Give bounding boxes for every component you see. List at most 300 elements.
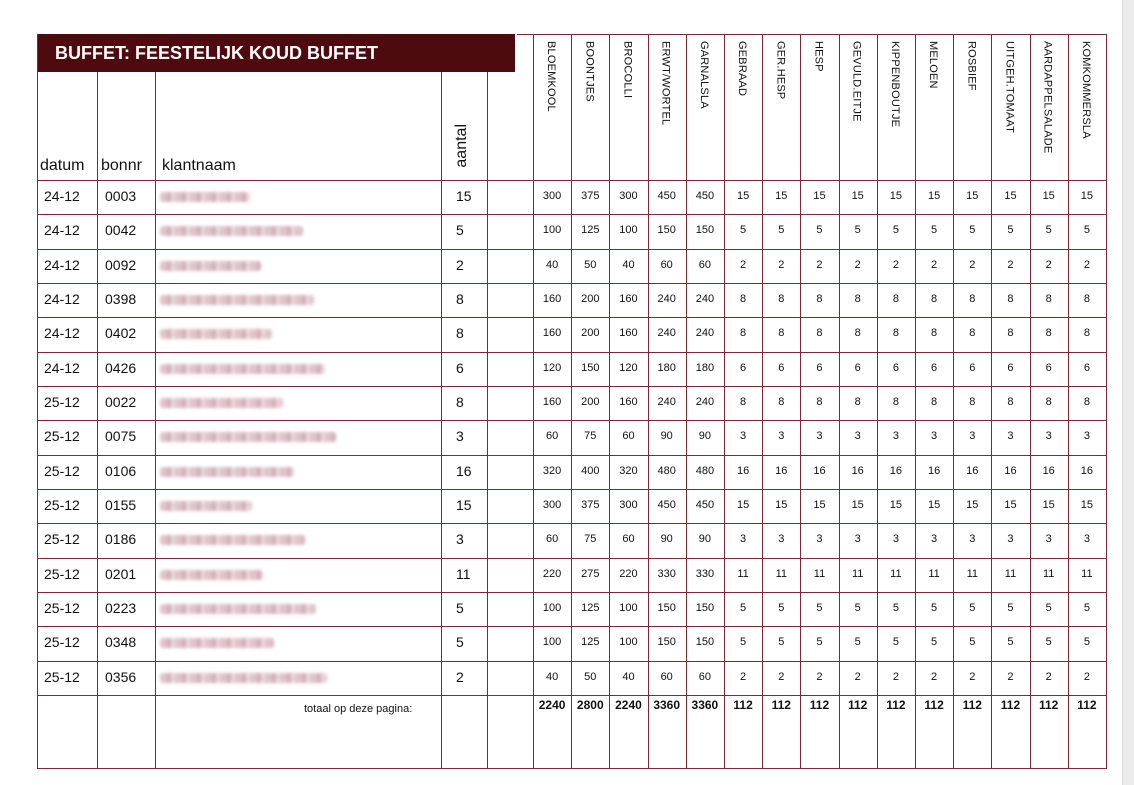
aantal-cell: 15 — [456, 188, 472, 205]
quantity-cell: 150 — [695, 224, 715, 237]
quantity-cell: 11 — [737, 567, 749, 580]
quantity-cell: 8 — [931, 293, 938, 306]
quantity-cell: 8 — [1083, 293, 1090, 306]
quantity-cell: 200 — [581, 396, 600, 409]
datum-cell: 24-12 — [44, 222, 80, 239]
bonnr-cell: 0201 — [105, 565, 137, 582]
item-header: ERWT/WORTEL — [659, 41, 672, 126]
quantity-cell: 375 — [581, 499, 600, 512]
quantity-cell: 5 — [1007, 636, 1014, 649]
quantity-cell: 15 — [1042, 190, 1055, 203]
datum-cell: 25-12 — [44, 600, 80, 617]
quantity-cell: 300 — [542, 499, 562, 512]
quantity-cell: 16 — [889, 464, 903, 477]
quantity-cell: 450 — [695, 499, 715, 512]
quantity-cell: 8 — [740, 327, 747, 340]
quantity-cell: 60 — [698, 670, 712, 683]
quantity-cell: 15 — [813, 499, 826, 512]
quantity-cell: 15 — [889, 499, 903, 512]
quantity-cell: 8 — [969, 293, 976, 306]
quantity-cell: 100 — [542, 224, 562, 237]
redacted-name — [160, 398, 283, 408]
quantity-cell: 2 — [854, 670, 861, 683]
aantal-cell: 8 — [456, 291, 464, 308]
quantity-cell: 15 — [775, 499, 788, 512]
quantity-cell: 2 — [931, 670, 938, 683]
quantity-cell: 240 — [657, 327, 676, 340]
quantity-cell: 330 — [695, 567, 715, 580]
total-cell: 112 — [1039, 697, 1059, 712]
datum-cell: 25-12 — [44, 462, 80, 479]
quantity-cell: 2 — [969, 258, 976, 271]
bonnr-cell: 0356 — [105, 668, 137, 685]
quantity-cell: 3 — [778, 430, 785, 443]
quantity-cell: 125 — [581, 224, 600, 237]
datum-cell: 24-12 — [44, 188, 80, 205]
bonnr-cell: 0426 — [105, 359, 137, 376]
quantity-cell: 8 — [931, 327, 938, 340]
quantity-cell: 3 — [892, 533, 899, 546]
quantity-cell: 240 — [657, 396, 676, 409]
item-header: BROCOLLI — [621, 41, 634, 99]
quantity-cell: 8 — [969, 396, 976, 409]
quantity-cell: 75 — [584, 430, 597, 443]
quantity-cell: 5 — [740, 224, 747, 237]
quantity-cell: 2 — [1083, 258, 1090, 271]
redacted-name — [160, 535, 305, 545]
quantity-cell: 3 — [892, 430, 899, 443]
quantity-cell: 8 — [816, 293, 823, 306]
total-cell: 112 — [809, 697, 830, 712]
quantity-cell: 8 — [778, 327, 785, 340]
quantity-cell: 90 — [698, 533, 712, 546]
bonnr-cell: 0402 — [105, 325, 137, 342]
total-cell: 112 — [733, 697, 753, 712]
quantity-cell: 60 — [660, 258, 673, 271]
quantity-cell: 160 — [542, 293, 562, 306]
quantity-cell: 5 — [816, 224, 823, 237]
datum-cell: 25-12 — [44, 428, 80, 445]
column-header-aantal: aantal — [453, 124, 470, 168]
quantity-cell: 3 — [1083, 533, 1090, 546]
quantity-cell: 2 — [1007, 258, 1014, 271]
quantity-cell: 5 — [854, 636, 861, 649]
quantity-cell: 11 — [851, 567, 864, 580]
quantity-cell: 2 — [854, 258, 861, 271]
quantity-cell: 16 — [966, 464, 979, 477]
quantity-cell: 320 — [619, 464, 638, 477]
quantity-cell: 8 — [778, 293, 785, 306]
column-header-klantnaam: klantnaam — [162, 157, 236, 174]
aantal-cell: 3 — [456, 428, 464, 445]
quantity-cell: 90 — [698, 430, 712, 443]
quantity-cell: 40 — [622, 670, 635, 683]
quantity-cell: 2 — [969, 670, 976, 683]
row-rule — [37, 626, 1106, 627]
quantity-cell: 300 — [542, 190, 562, 203]
quantity-cell: 5 — [1045, 636, 1052, 649]
row-rule — [37, 352, 1106, 353]
quantity-cell: 150 — [695, 636, 715, 649]
quantity-cell: 11 — [775, 567, 787, 580]
quantity-cell: 240 — [657, 293, 676, 306]
quantity-cell: 160 — [542, 327, 562, 340]
quantity-cell: 6 — [1045, 361, 1052, 374]
quantity-cell: 8 — [1083, 327, 1090, 340]
quantity-cell: 5 — [1007, 602, 1014, 615]
quantity-cell: 2 — [778, 670, 785, 683]
datum-cell: 25-12 — [44, 565, 80, 582]
aantal-cell: 5 — [456, 600, 464, 617]
redacted-name — [160, 329, 272, 339]
redacted-name — [160, 638, 274, 648]
quantity-cell: 90 — [660, 430, 673, 443]
quantity-cell: 3 — [816, 533, 823, 546]
quantity-cell: 150 — [657, 636, 676, 649]
quantity-cell: 5 — [778, 602, 785, 615]
quantity-cell: 300 — [619, 499, 638, 512]
quantity-cell: 3 — [1045, 430, 1052, 443]
quantity-cell: 8 — [892, 396, 899, 409]
quantity-cell: 75 — [584, 533, 597, 546]
quantity-cell: 6 — [892, 361, 899, 374]
bonnr-cell: 0398 — [105, 291, 137, 308]
quantity-cell: 5 — [1045, 224, 1052, 237]
quantity-cell: 15 — [1004, 190, 1017, 203]
quantity-cell: 11 — [1081, 567, 1093, 580]
table-border-right — [1106, 34, 1107, 768]
quantity-cell: 15 — [1080, 190, 1094, 203]
column-header-datum: datum — [40, 157, 85, 174]
quantity-cell: 15 — [927, 499, 941, 512]
quantity-cell: 3 — [1083, 430, 1090, 443]
quantity-cell: 6 — [816, 361, 823, 374]
quantity-cell: 2 — [778, 258, 785, 271]
item-header: UITGEH.TOMAAT — [1003, 41, 1016, 134]
quantity-cell: 15 — [851, 499, 864, 512]
quantity-cell: 2 — [892, 258, 899, 271]
aantal-cell: 6 — [456, 359, 464, 376]
aantal-cell: 16 — [456, 462, 472, 479]
item-header: GEVULD.EITJE — [850, 41, 863, 122]
aantal-cell: 8 — [456, 394, 464, 411]
quantity-cell: 5 — [931, 636, 938, 649]
quantity-cell: 11 — [966, 567, 978, 580]
quantity-cell: 5 — [740, 602, 747, 615]
quantity-cell: 8 — [778, 396, 785, 409]
quantity-cell: 5 — [816, 636, 823, 649]
quantity-cell: 15 — [966, 499, 979, 512]
item-header: BLOEMKOOL — [545, 41, 558, 112]
datum-cell: 25-12 — [44, 394, 80, 411]
datum-cell: 25-12 — [44, 668, 80, 685]
quantity-cell: 60 — [622, 430, 635, 443]
item-header: BOONTJES — [583, 41, 596, 102]
total-cell: 112 — [962, 697, 982, 712]
bonnr-cell: 0348 — [105, 634, 137, 651]
quantity-cell: 2 — [740, 670, 747, 683]
aantal-cell: 8 — [456, 325, 464, 342]
total-cell: 3360 — [653, 697, 681, 712]
quantity-cell: 200 — [581, 327, 600, 340]
quantity-cell: 2 — [1007, 670, 1014, 683]
quantity-cell: 8 — [816, 327, 823, 340]
quantity-cell: 150 — [581, 361, 600, 374]
aantal-cell: 5 — [456, 222, 464, 239]
quantity-cell: 8 — [816, 396, 823, 409]
quantity-cell: 5 — [931, 224, 938, 237]
quantity-cell: 60 — [545, 533, 559, 546]
total-cell: 112 — [771, 697, 791, 712]
total-cell: 112 — [1077, 697, 1097, 712]
quantity-cell: 220 — [619, 567, 638, 580]
quantity-cell: 6 — [1007, 361, 1014, 374]
quantity-cell: 15 — [1042, 499, 1055, 512]
quantity-cell: 8 — [854, 293, 861, 306]
quantity-cell: 8 — [931, 396, 938, 409]
quantity-cell: 6 — [969, 361, 976, 374]
quantity-cell: 450 — [657, 499, 676, 512]
quantity-cell: 125 — [581, 602, 600, 615]
quantity-cell: 15 — [1004, 499, 1017, 512]
bonnr-cell: 0003 — [105, 188, 137, 205]
quantity-cell: 150 — [657, 224, 676, 237]
row-rule — [37, 214, 1106, 215]
quantity-cell: 15 — [736, 190, 750, 203]
total-cell: 112 — [848, 697, 868, 712]
redacted-name — [160, 192, 250, 202]
totals-label: totaal op deze pagina: — [304, 702, 413, 715]
table-border-bottom — [37, 768, 1107, 769]
quantity-cell: 16 — [813, 464, 826, 477]
quantity-cell: 160 — [619, 293, 638, 306]
quantity-cell: 8 — [969, 327, 976, 340]
quantity-cell: 8 — [854, 396, 861, 409]
quantity-cell: 16 — [927, 464, 941, 477]
quantity-cell: 8 — [1045, 327, 1052, 340]
quantity-cell: 16 — [851, 464, 864, 477]
quantity-cell: 5 — [816, 602, 823, 615]
quantity-cell: 15 — [813, 190, 826, 203]
total-cell: 112 — [886, 697, 906, 712]
quantity-cell: 320 — [542, 464, 562, 477]
quantity-cell: 5 — [1007, 224, 1014, 237]
quantity-cell: 2 — [1083, 670, 1090, 683]
quantity-cell: 11 — [813, 567, 826, 580]
quantity-cell: 90 — [660, 533, 673, 546]
quantity-cell: 3 — [931, 533, 938, 546]
quantity-cell: 50 — [584, 670, 597, 683]
quantity-cell: 5 — [892, 636, 899, 649]
quantity-cell: 6 — [854, 361, 861, 374]
header-rule — [37, 180, 1106, 181]
quantity-cell: 16 — [1004, 464, 1017, 477]
quantity-cell: 40 — [545, 258, 559, 271]
quantity-cell: 375 — [581, 190, 600, 203]
quantity-cell: 160 — [619, 396, 638, 409]
total-cell: 112 — [1000, 697, 1021, 712]
quantity-cell: 60 — [622, 533, 635, 546]
quantity-cell: 2 — [816, 258, 823, 271]
quantity-cell: 180 — [657, 361, 676, 374]
row-rule — [37, 592, 1106, 593]
quantity-cell: 5 — [1083, 224, 1090, 237]
quantity-cell: 480 — [695, 464, 715, 477]
quantity-cell: 5 — [854, 602, 861, 615]
quantity-cell: 11 — [890, 567, 902, 580]
quantity-cell: 100 — [542, 602, 562, 615]
row-rule — [37, 455, 1106, 456]
bonnr-cell: 0106 — [105, 462, 137, 479]
row-rule — [37, 489, 1106, 490]
quantity-cell: 160 — [542, 396, 562, 409]
quantity-cell: 3 — [854, 430, 861, 443]
quantity-cell: 8 — [740, 396, 747, 409]
quantity-cell: 16 — [736, 464, 750, 477]
aantal-cell: 3 — [456, 531, 464, 548]
quantity-cell: 11 — [1004, 567, 1017, 580]
quantity-cell: 5 — [969, 224, 976, 237]
redacted-name — [160, 364, 325, 374]
quantity-cell: 6 — [931, 361, 938, 374]
quantity-cell: 2 — [1045, 258, 1052, 271]
quantity-cell: 5 — [892, 224, 899, 237]
redacted-name — [160, 467, 294, 477]
quantity-cell: 2 — [740, 258, 747, 271]
item-header: KIPPENBOUTJE — [888, 41, 901, 128]
datum-cell: 24-12 — [44, 359, 80, 376]
bonnr-cell: 0186 — [105, 531, 137, 548]
datum-cell: 24-12 — [44, 256, 80, 273]
quantity-cell: 15 — [1080, 499, 1094, 512]
quantity-cell: 240 — [695, 396, 715, 409]
total-cell: 2240 — [538, 697, 566, 712]
row-rule — [37, 249, 1106, 250]
quantity-cell: 2 — [1045, 670, 1052, 683]
quantity-cell: 8 — [1083, 396, 1090, 409]
row-rule — [37, 386, 1106, 387]
quantity-cell: 160 — [619, 327, 638, 340]
quantity-cell: 15 — [851, 190, 864, 203]
redacted-name — [160, 432, 336, 442]
quantity-cell: 5 — [892, 602, 899, 615]
report-title: BUFFET: FEESTELIJK KOUD BUFFET — [37, 34, 515, 72]
quantity-cell: 40 — [622, 258, 635, 271]
aantal-cell: 5 — [456, 634, 464, 651]
quantity-cell: 5 — [931, 602, 938, 615]
quantity-cell: 3 — [740, 533, 747, 546]
quantity-cell: 8 — [892, 327, 899, 340]
item-header: KOMKOMMERSLA — [1079, 41, 1092, 139]
quantity-cell: 15 — [736, 499, 750, 512]
redacted-name — [160, 604, 316, 614]
quantity-cell: 60 — [660, 670, 673, 683]
redacted-name — [160, 501, 252, 511]
row-rule — [37, 558, 1106, 559]
quantity-cell: 150 — [657, 602, 676, 615]
quantity-cell: 300 — [619, 190, 638, 203]
quantity-cell: 50 — [584, 258, 597, 271]
quantity-cell: 11 — [928, 567, 940, 580]
quantity-cell: 15 — [889, 190, 903, 203]
quantity-cell: 8 — [1045, 293, 1052, 306]
aantal-cell: 2 — [456, 668, 464, 685]
quantity-cell: 3 — [778, 533, 785, 546]
quantity-cell: 240 — [695, 327, 715, 340]
quantity-cell: 15 — [927, 190, 941, 203]
quantity-cell: 3 — [854, 533, 861, 546]
redacted-name — [160, 226, 303, 236]
quantity-cell: 60 — [545, 430, 559, 443]
datum-cell: 25-12 — [44, 634, 80, 651]
quantity-cell: 2 — [816, 670, 823, 683]
quantity-cell: 120 — [619, 361, 638, 374]
quantity-cell: 8 — [892, 293, 899, 306]
quantity-cell: 8 — [1007, 327, 1014, 340]
row-rule — [37, 283, 1106, 284]
quantity-cell: 8 — [1045, 396, 1052, 409]
datum-cell: 25-12 — [44, 497, 80, 514]
quantity-cell: 120 — [542, 361, 562, 374]
quantity-cell: 3 — [931, 430, 938, 443]
item-header: GEBRAAD — [736, 41, 749, 97]
redacted-name — [160, 673, 327, 683]
quantity-cell: 5 — [969, 602, 976, 615]
datum-cell: 25-12 — [44, 531, 80, 548]
quantity-cell: 5 — [969, 636, 976, 649]
quantity-cell: 60 — [698, 258, 712, 271]
quantity-cell: 3 — [1045, 533, 1052, 546]
quantity-cell: 6 — [778, 361, 785, 374]
quantity-cell: 16 — [775, 464, 788, 477]
datum-cell: 24-12 — [44, 325, 80, 342]
quantity-cell: 5 — [1083, 636, 1090, 649]
item-header: GER.HESP — [774, 41, 787, 100]
quantity-cell: 5 — [1083, 602, 1090, 615]
quantity-cell: 11 — [1042, 567, 1055, 580]
row-rule — [37, 695, 1106, 696]
redacted-name — [160, 295, 314, 305]
quantity-cell: 100 — [542, 636, 562, 649]
quantity-cell: 5 — [854, 224, 861, 237]
aantal-cell: 11 — [456, 565, 471, 582]
quantity-cell: 200 — [581, 293, 600, 306]
total-cell: 3360 — [691, 697, 719, 712]
quantity-cell: 6 — [740, 361, 747, 374]
quantity-cell: 480 — [657, 464, 676, 477]
item-header: MELOEN — [927, 41, 940, 89]
column-header-bonnr: bonnr — [101, 157, 142, 174]
quantity-cell: 15 — [775, 190, 788, 203]
aantal-cell: 2 — [456, 256, 464, 273]
row-rule — [37, 317, 1106, 318]
quantity-cell: 2 — [892, 670, 899, 683]
quantity-cell: 6 — [1083, 361, 1090, 374]
bonnr-cell: 0022 — [105, 394, 137, 411]
quantity-cell: 3 — [969, 430, 976, 443]
quantity-cell: 5 — [778, 636, 785, 649]
quantity-cell: 3 — [816, 430, 823, 443]
row-rule — [37, 420, 1106, 421]
bonnr-cell: 0155 — [105, 497, 137, 514]
quantity-cell: 40 — [545, 670, 559, 683]
total-cell: 112 — [924, 697, 944, 712]
quantity-cell: 100 — [619, 602, 638, 615]
quantity-cell: 330 — [657, 567, 676, 580]
bonnr-cell: 0223 — [105, 600, 137, 617]
table-border-left — [37, 34, 38, 768]
quantity-cell: 8 — [1007, 293, 1014, 306]
